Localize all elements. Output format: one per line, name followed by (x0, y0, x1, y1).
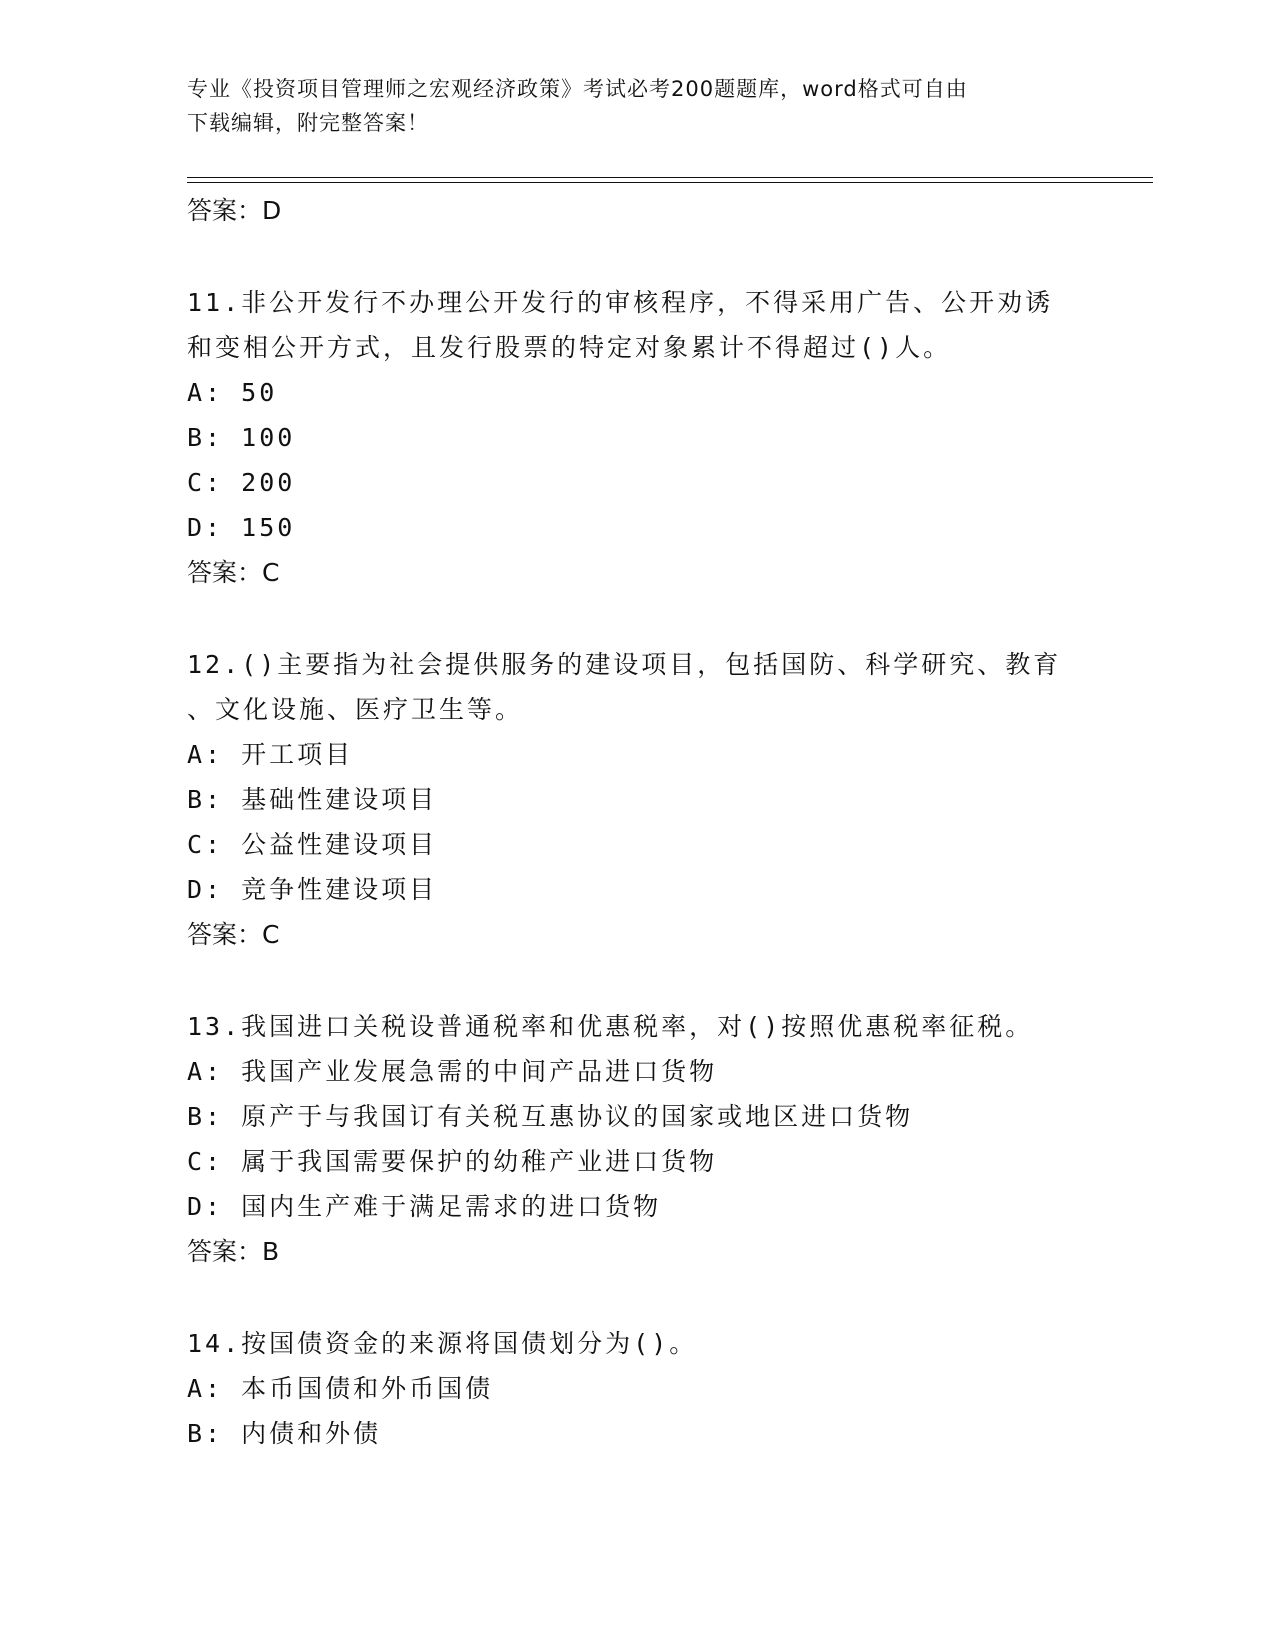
option-a: A: 本币国债和外币国债 (187, 1374, 494, 1403)
header-line-2: 下载编辑，附完整答案！ (187, 111, 429, 135)
question-11 (187, 280, 1087, 596)
option-d: D: 国内生产难于满足需求的进口货物 (187, 1192, 662, 1221)
option-d: D: 150 (187, 513, 296, 542)
header-rule-top (187, 177, 1153, 178)
question-list (187, 188, 1087, 1456)
option-b: B: 原产于与我国订有关税互惠协议的国家或地区进口货物 (187, 1102, 914, 1131)
question-14 (187, 1321, 1087, 1456)
question-text: 13.我国进口关税设普通税率和优惠税率，对()按照优惠税率征税。 (187, 1012, 1034, 1041)
answer-line: 答案：B (187, 1237, 280, 1266)
question-12 (187, 642, 1087, 958)
option-a: A: 50 (187, 378, 278, 407)
option-b: B: 100 (187, 423, 296, 452)
question-text: 14.按国债资金的来源将国债划分为()。 (187, 1329, 698, 1358)
option-c: C: 200 (187, 468, 296, 497)
option-a: A: 开工项目 (187, 740, 354, 769)
document-header (187, 72, 1087, 140)
question-13 (187, 1004, 1087, 1275)
option-b: B: 基础性建设项目 (187, 785, 438, 814)
option-a: A: 我国产业发展急需的中间产品进口货物 (187, 1057, 718, 1086)
answer-line: 答案：C (187, 920, 280, 949)
option-d: D: 竞争性建设项目 (187, 875, 438, 904)
option-c: C: 属于我国需要保护的幼稚产业进口货物 (187, 1147, 718, 1176)
header-line-1: 专业《投资项目管理师之宏观经济政策》考试必考200题题库，word格式可自由 (187, 77, 968, 101)
answer-line: 答案：D (187, 196, 282, 225)
answer-line: 答案：C (187, 558, 280, 587)
header-rule-bottom (187, 182, 1153, 183)
option-c: C: 公益性建设项目 (187, 830, 438, 859)
question-text: 12.()主要指为社会提供服务的建设项目，包括国防、科学研究、教育 、文化设施、医疗卫生等。 (187, 650, 1062, 724)
option-b: B: 内债和外债 (187, 1419, 382, 1448)
question-text: 11.非公开发行不办理公开发行的审核程序，不得采用广告、公开劝诱 和变相公开方式，且发行股票的特定对象累计不得超过()人。 (187, 288, 1054, 362)
